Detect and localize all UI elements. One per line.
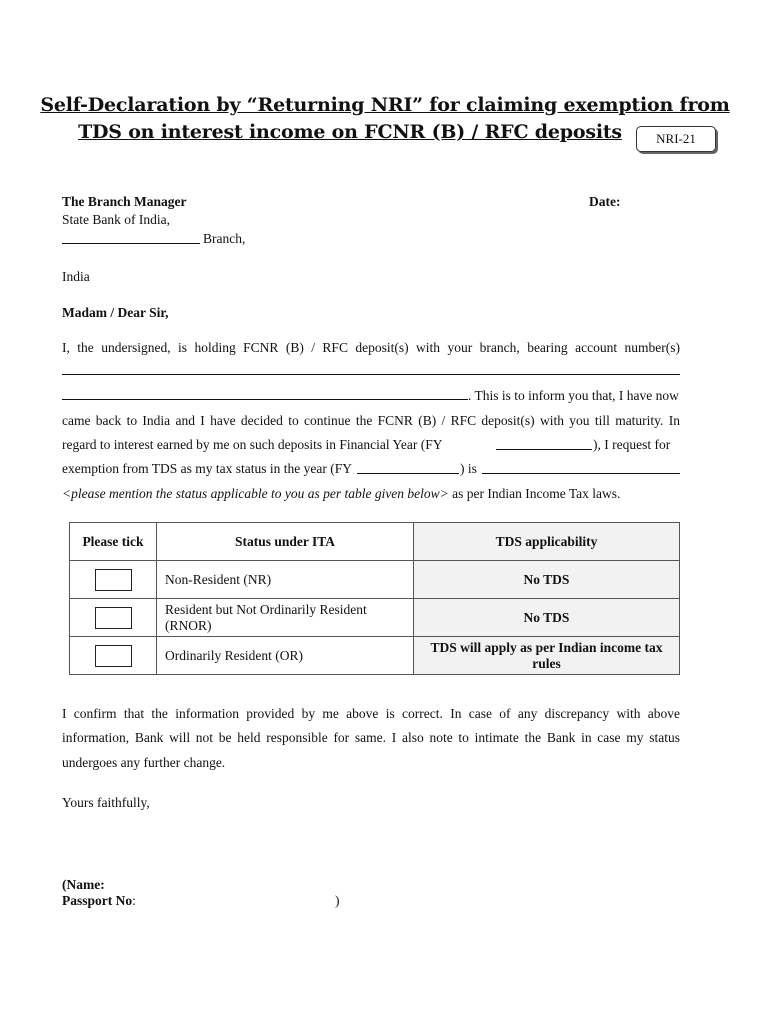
body-line-1: I, the undersigned, is holding FCNR (B) / RFC deposit(s) with your branch, bearing account number(s)	[62, 340, 680, 355]
signature-close-paren: )	[335, 893, 340, 908]
addressee: The Branch Manager	[62, 194, 187, 209]
body-line-6	[62, 486, 620, 502]
header-please-tick: Please tick	[70, 523, 157, 561]
account-number-field-2[interactable]	[62, 399, 468, 400]
form-code-badge: NRI-21	[636, 126, 716, 152]
passport-row	[62, 893, 136, 909]
status-or: Ordinarily Resident (OR)	[157, 637, 414, 675]
body-line-4-end: ), I request for	[593, 437, 671, 452]
header-tds: TDS applicability	[414, 523, 680, 561]
status-rnor: Resident but Not Ordinarily Resident (RNOR)	[157, 599, 414, 637]
country: India	[62, 269, 90, 284]
confirm-line-2: information, Bank will not be held responsible for same. I also note to intimate the Bank in case my status	[62, 730, 680, 745]
tick-checkbox-nr[interactable]	[95, 569, 132, 591]
table-header-row	[70, 523, 680, 561]
closing: Yours faithfully,	[62, 795, 150, 810]
tds-nr: No TDS	[414, 561, 680, 599]
tds-or: TDS will apply as per Indian income tax rules	[414, 637, 680, 675]
status-instruction: <please mention the status applicable to you as per table given below>	[62, 486, 449, 501]
tds-rnor: No TDS	[414, 599, 680, 637]
body-line-2-tail: . This is to inform you that, I have now	[468, 388, 679, 403]
account-number-field-1[interactable]	[62, 374, 680, 375]
body-line-5-mid: ) is	[460, 461, 477, 476]
passport-colon: :	[132, 893, 136, 908]
date-label: Date:	[589, 194, 621, 209]
table-row	[70, 637, 680, 675]
table-row	[70, 599, 680, 637]
branch-suffix: Branch,	[203, 231, 246, 246]
status-nr: Non-Resident (NR)	[157, 561, 414, 599]
body-line-6-tail: as per Indian Income Tax laws.	[448, 486, 621, 501]
body-line-4-start: regard to interest earned by me on such deposits in Financial Year (FY	[62, 437, 443, 452]
passport-label: Passport No	[62, 893, 133, 908]
bank-name: State Bank of India,	[62, 212, 170, 227]
salutation: Madam / Dear Sir,	[62, 305, 169, 320]
form-title-line-2: TDS on interest income on FCNR (B) / RFC deposits	[78, 121, 622, 143]
financial-year-field[interactable]	[496, 449, 592, 450]
status-table	[69, 522, 680, 675]
confirm-line-3: undergoes any further change.	[62, 755, 226, 770]
tick-checkbox-rnor[interactable]	[95, 607, 132, 629]
body-line-5-start: exemption from TDS as my tax status in the year (FY	[62, 461, 352, 476]
form-title-line-1: Self-Declaration by “Returning NRI” for claiming exemption from	[40, 94, 730, 116]
confirm-line-1: I confirm that the information provided by me above is correct. In case of any discrepancy with above	[62, 706, 680, 721]
body-line-3: came back to India and I have decided to continue the FCNR (B) / RFC deposit(s) with you till maturity. In	[62, 413, 680, 428]
table-row	[70, 561, 680, 599]
tick-checkbox-or[interactable]	[95, 645, 132, 667]
header-status: Status under ITA	[157, 523, 414, 561]
branch-name-field[interactable]	[62, 243, 200, 244]
name-label: (Name:	[62, 877, 105, 892]
tax-status-field[interactable]	[482, 473, 680, 474]
tax-year-field[interactable]	[357, 473, 459, 474]
